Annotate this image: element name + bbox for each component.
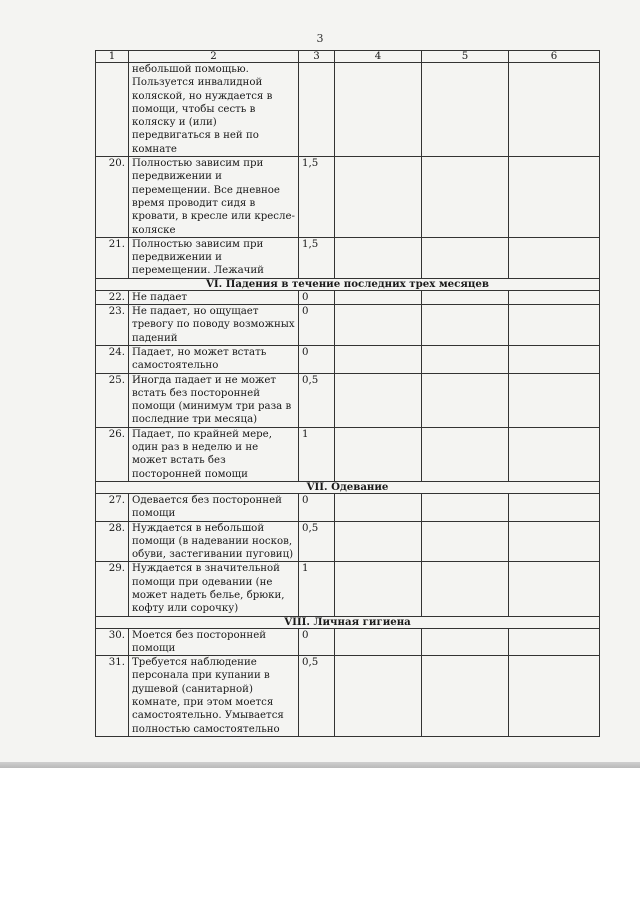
column-header: 5	[422, 51, 509, 63]
blank-cell	[422, 628, 509, 656]
item-number: 20.	[96, 157, 129, 238]
blank-cell	[335, 656, 422, 737]
item-number: 29.	[96, 562, 129, 616]
blank-cell	[335, 628, 422, 656]
blank-cell	[509, 345, 600, 373]
item-number: 24.	[96, 345, 129, 373]
section-header-row	[96, 278, 600, 290]
blank-cell	[509, 157, 600, 238]
column-header: 2	[129, 51, 299, 63]
blank-cell	[335, 493, 422, 521]
blank-cell	[422, 562, 509, 616]
item-description: Не падает, но ощущает тревогу по поводу возможных падений	[129, 305, 299, 346]
column-header: 4	[335, 51, 422, 63]
section-header-row	[96, 481, 600, 493]
item-score: 0	[299, 493, 335, 521]
table-row	[96, 493, 600, 521]
table-row	[96, 521, 600, 562]
table-row	[96, 656, 600, 737]
blank-cell	[335, 290, 422, 304]
item-score: 1,5	[299, 237, 335, 278]
item-number: 28.	[96, 521, 129, 562]
item-description: Падает, но может встать самостоятельно	[129, 345, 299, 373]
blank-cell	[509, 656, 600, 737]
table-row	[96, 373, 600, 427]
table-row	[96, 562, 600, 616]
item-score: 0	[299, 305, 335, 346]
blank-cell	[422, 63, 509, 157]
blank-cell	[422, 237, 509, 278]
item-score	[299, 63, 335, 157]
section-title: VII. Одевание	[96, 481, 600, 493]
item-description: Иногда падает и не может встать без посторонней помощи (минимум три раза в последние три месяца)	[129, 373, 299, 427]
item-description: Нуждается в небольшой помощи (в надевании носков, обуви, застегивании пуговиц)	[129, 521, 299, 562]
table-row	[96, 63, 600, 157]
table-row	[96, 345, 600, 373]
item-description: Одевается без посторонней помощи	[129, 493, 299, 521]
column-header: 3	[299, 51, 335, 63]
blank-cell	[422, 521, 509, 562]
table-row	[96, 427, 600, 481]
section-header-row	[96, 616, 600, 628]
item-score: 0,5	[299, 656, 335, 737]
scan-page-edge	[0, 762, 640, 768]
item-description: небольшой помощью. Пользуется инвалидной коляской, но нуждается в помощи, чтобы сесть в коляску и (или) передвигаться в ней по комнате	[129, 63, 299, 157]
blank-cell	[335, 157, 422, 238]
table-row	[96, 305, 600, 346]
item-description: Полностью зависим при передвижении и перемещении. Все дневное время проводит сидя в кровати, в кресле или кресле-коляске	[129, 157, 299, 238]
section-title: VIII. Личная гигиена	[96, 616, 600, 628]
item-score: 0,5	[299, 521, 335, 562]
table-row	[96, 237, 600, 278]
blank-cell	[422, 290, 509, 304]
blank-cell	[422, 305, 509, 346]
table-row	[96, 157, 600, 238]
blank-cell	[335, 305, 422, 346]
blank-cell	[335, 237, 422, 278]
blank-cell	[422, 345, 509, 373]
item-score: 0	[299, 628, 335, 656]
item-description: Полностью зависим при передвижении и перемещении. Лежачий	[129, 237, 299, 278]
blank-cell	[509, 427, 600, 481]
item-score: 0	[299, 345, 335, 373]
blank-cell	[509, 521, 600, 562]
item-description: Моется без посторонней помощи	[129, 628, 299, 656]
blank-cell	[335, 427, 422, 481]
blank-cell	[422, 427, 509, 481]
item-number: 21.	[96, 237, 129, 278]
section-title: VI. Падения в течение последних трех месяцев	[96, 278, 600, 290]
item-score: 1	[299, 562, 335, 616]
blank-cell	[509, 373, 600, 427]
blank-cell	[509, 562, 600, 616]
header-row	[96, 51, 600, 63]
item-score: 1	[299, 427, 335, 481]
item-number: 31.	[96, 656, 129, 737]
blank-cell	[335, 521, 422, 562]
item-number: 30.	[96, 628, 129, 656]
item-number: 26.	[96, 427, 129, 481]
item-number	[96, 63, 129, 157]
blank-cell	[509, 63, 600, 157]
blank-cell	[422, 157, 509, 238]
item-score: 1,5	[299, 157, 335, 238]
blank-cell	[335, 562, 422, 616]
column-header: 1	[96, 51, 129, 63]
item-description: Падает, по крайней мере, один раз в неделю и не может встать без посторонней помощи	[129, 427, 299, 481]
blank-cell	[422, 493, 509, 521]
page-number: 3	[316, 32, 324, 45]
blank-cell	[422, 373, 509, 427]
blank-cell	[335, 373, 422, 427]
blank-cell	[509, 305, 600, 346]
item-description: Нуждается в значительной помощи при одевании (не может надеть белье, брюки, кофту или сорочку)	[129, 562, 299, 616]
blank-cell	[335, 63, 422, 157]
item-number: 25.	[96, 373, 129, 427]
blank-cell	[509, 493, 600, 521]
column-header: 6	[509, 51, 600, 63]
item-score: 0	[299, 290, 335, 304]
blank-cell	[509, 237, 600, 278]
item-number: 27.	[96, 493, 129, 521]
item-number: 23.	[96, 305, 129, 346]
blank-cell	[509, 290, 600, 304]
item-score: 0,5	[299, 373, 335, 427]
blank-cell	[509, 628, 600, 656]
blank-cell	[422, 656, 509, 737]
item-number: 22.	[96, 290, 129, 304]
table-row	[96, 290, 600, 304]
item-description: Требуется наблюдение персонала при купании в душевой (санитарной) комнате, при этом моется самостоятельно. Умывается полностью самостоятельно	[129, 656, 299, 737]
table-row	[96, 628, 600, 656]
assessment-table	[95, 50, 600, 737]
item-description: Не падает	[129, 290, 299, 304]
blank-cell	[335, 345, 422, 373]
